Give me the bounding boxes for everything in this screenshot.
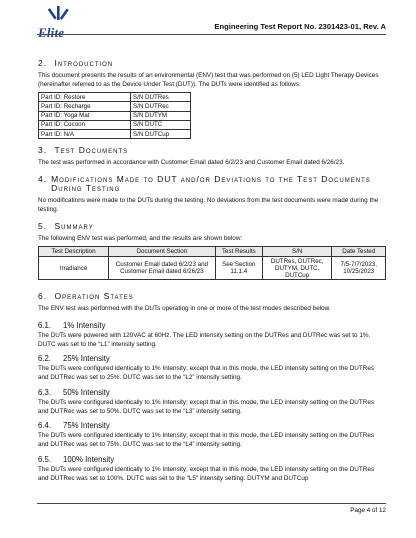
header-divider (37, 34, 386, 35)
serial-number-cell: S/N DUTC (131, 120, 191, 129)
part-id-cell: Part ID: Cocoon (39, 120, 131, 129)
section-number: 5. (38, 220, 48, 231)
section-title: Summary (54, 220, 94, 231)
section-heading (38, 222, 386, 232)
col-header: Document Section (109, 247, 216, 257)
part-id-cell: Part ID: Restore (39, 93, 131, 102)
section-number: 4. (38, 173, 48, 184)
section-body: The following ENV test was performed, and the results are shown below: (38, 234, 243, 242)
part-id-cell: Part ID: N/A (39, 130, 131, 139)
section-title: Test Documents (54, 145, 129, 156)
serial-number-cell: S/N DUTYM (131, 111, 191, 120)
part-id-table (38, 92, 191, 139)
section-number: 3. (38, 145, 48, 156)
subsection-heading (38, 421, 386, 430)
table-header-row (39, 247, 386, 257)
section-modifications (38, 175, 386, 215)
table-cell: DUTRes, DUTRec, DUTYM, DUTC, DUTCup (262, 257, 332, 280)
table-row (39, 111, 191, 120)
subsection-title: 1% Intensity (63, 320, 106, 330)
summary-table (38, 246, 386, 280)
part-id-cell: Part ID: Yoga Mat (39, 111, 131, 120)
subsection-body: The DUTs were configured identically to 1% Intensity; except that in this mode, the LED intensity setting on the DUTRes and DUTRec was set to 25%. DUTC was set to the “L2” intensity setting. (38, 365, 375, 382)
section-number: 2. (38, 58, 48, 68)
serial-number-cell: S/N DUTCup (131, 130, 191, 139)
section-summary (38, 222, 386, 281)
part-id-cell: Part ID: Recharge (39, 102, 131, 111)
section-heading (38, 292, 386, 302)
subsection-body: The DUTs were powered with 120VAC at 60Hz. The LED intensity setting on the DUTRes and DUTRec was set to 1%. DUTC was set to the “L1” intensity setting. (38, 331, 371, 348)
subsection-title: 50% Intensity (63, 387, 110, 397)
section-heading (38, 175, 386, 195)
document-body (38, 59, 386, 490)
table-cell: Customer Email dated 6/2/23 and Customer Email dated 6/26/23 (109, 257, 216, 280)
serial-number-cell: S/N DUTRes (131, 93, 191, 102)
subsection-number: 6.2. (38, 354, 52, 364)
table-cell: Irradiance (39, 257, 109, 280)
table-row (39, 257, 386, 280)
report-title: Engineering Test Report No. 2301423-01, Rev. A (214, 22, 386, 31)
subsection-number: 6.1. (38, 320, 52, 330)
subsection-number: 6.5. (38, 454, 52, 464)
serial-number-cell: S/N DUTRec (131, 102, 191, 111)
section-operation-states (38, 292, 386, 483)
subsection-body: The DUTs were configured identically to 1% Intensity; except that in this mode, the LED intensity setting on the DUTRes and DUTRec was set to 75%. DUTC was set to the “L4” intensity setting. (38, 432, 375, 449)
page-number: Page 4 of 12 (350, 507, 386, 514)
operation-mode (38, 455, 386, 484)
table-row (39, 120, 191, 129)
subsection-heading (38, 455, 386, 464)
operation-mode (38, 321, 386, 350)
subsection-title: 25% Intensity (63, 354, 110, 364)
table-cell: 7/5-7/7/2023, 10/25/2023 (332, 257, 386, 280)
section-title: Operation States (54, 291, 134, 302)
section-body: The test was performed in accordance with Customer Email dated 6/2/23 and Customer Email dated 6/26/23. (38, 158, 345, 166)
section-body: This document presents the results of an environmental (ENV) test that was performed on (5) LED Light Therapy Devices (hereinafter referred to as the Device Under Test (DUT)). The DUTs were identified as follows: (38, 71, 379, 88)
subsection-body: The DUTs were configured identically to 1% Intensity; except that in this mode, the LED intensity setting on the DUTRes and DUTRec was set to 100%. DUTC was set to the “L5” intensity setting. DUTYM and DUTCup (38, 465, 375, 482)
section-introduction (38, 59, 386, 139)
col-header: S/N (262, 247, 332, 257)
section-number: 6. (38, 291, 48, 302)
operation-mode (38, 421, 386, 450)
subsection-heading (38, 321, 386, 330)
table-cell: See Section 11.1.4 (215, 257, 262, 280)
subsection-heading (38, 354, 386, 363)
subsection-title: 100% Intensity (63, 454, 115, 464)
subsection-heading (38, 388, 386, 397)
table-row (39, 102, 191, 111)
operation-mode (38, 388, 386, 417)
operation-mode (38, 354, 386, 383)
subsection-number: 6.4. (38, 421, 52, 431)
col-header: Test Description (39, 247, 109, 257)
col-header: Test Results (215, 247, 262, 257)
section-test-documents (38, 146, 386, 168)
col-header: Date Tested (332, 247, 386, 257)
company-logo-text: Elite (38, 25, 65, 40)
subsection-number: 6.3. (38, 387, 52, 397)
section-title: Introduction (54, 58, 114, 68)
section-title: Modifications Made to DUT and/or Deviations to the Test Documents During Testing (51, 173, 371, 194)
section-heading (38, 146, 386, 156)
section-body: No modifications were made to the DUTs during the testing. No deviations from the test documents were made during the testing. (38, 197, 379, 213)
section-heading (38, 59, 386, 69)
section-body: The ENV test was performed with the DUTs operating in one or more of the test modes described below. (38, 305, 331, 313)
operation-modes-list (38, 321, 386, 484)
subsection-body: The DUTs were configured identically to 1% Intensity; except that in this mode, the LED intensity setting on the DUTRes and DUTRec was set to 50%. DUTC was set to the “L3” intensity setting. (38, 398, 375, 415)
table-row (39, 93, 191, 102)
subsection-title: 75% Intensity (63, 421, 110, 431)
footer-divider (37, 503, 386, 504)
table-row (39, 130, 191, 139)
